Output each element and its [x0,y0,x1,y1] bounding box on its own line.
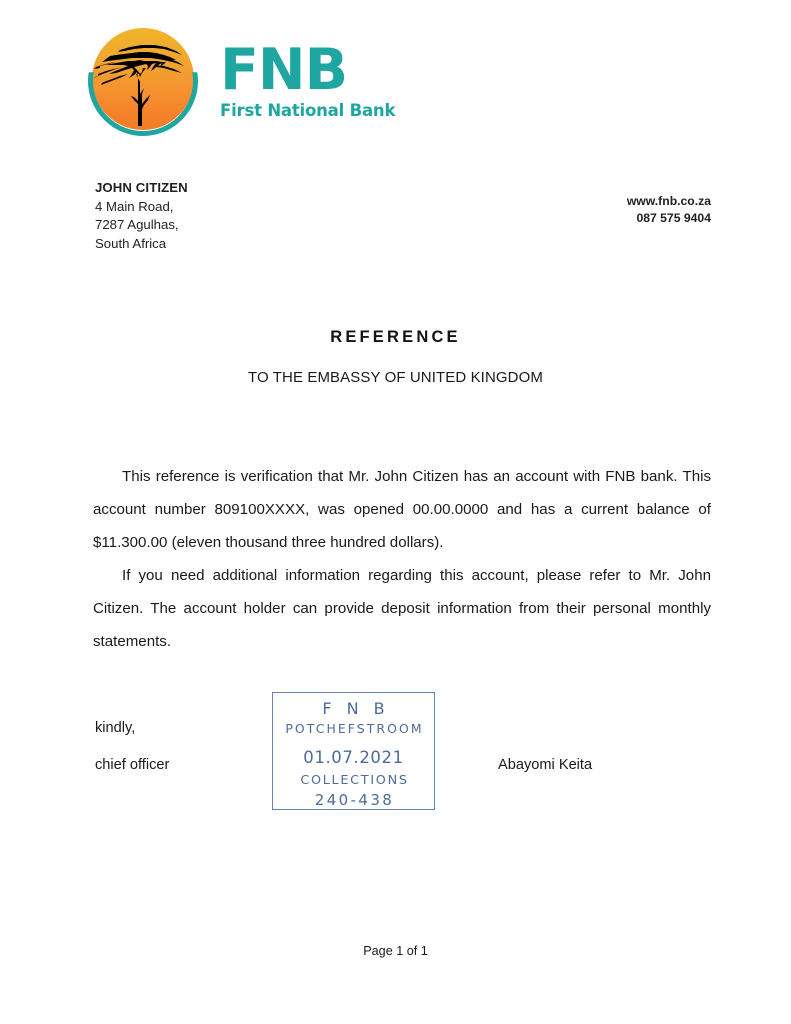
bank-contact-block [627,193,711,227]
recipient-address-block [95,179,188,253]
body-paragraph-2: If you need additional information regarding this account, please refer to Mr. John Citizen. The account holder can provide deposit information from their personal monthly statements. [93,567,711,650]
fnb-wordmark-subtext: First National Bank [220,100,396,120]
closing-salutation: kindly, [95,720,136,736]
fnb-wordmark [220,37,396,120]
recipient-address-line-2: 7287 Agulhas, [95,217,179,232]
page-title: REFERENCE [330,328,461,346]
stamp-code: 240-438 [314,791,395,809]
signer-name: Abayomi Keita [498,757,593,773]
recipient-address-line-3: South Africa [95,235,167,251]
bank-website[interactable]: www.fnb.co.za [626,194,711,208]
body-paragraph-1: This reference is verification that Mr. John Citizen has an account with FNB bank. This account number 809100XXXX, was opened 00.00.0000 and has a current balance of $11.300.00 (eleven thousand three hundred dollars). [93,468,711,551]
bank-phone: 087 575 9404 [636,211,711,225]
recipient-name: JOHN CITIZEN [95,180,188,195]
stamp-bank-name: F N B [322,699,390,718]
page-subtitle: TO THE EMBASSY OF UNITED KINGDOM [248,369,543,386]
stamp-branch-name: POTCHEFSTROOM [285,721,424,736]
letter-body [93,460,711,658]
fnb-wordmark-text: FNB [220,37,348,104]
acacia-tree-icon [90,30,196,132]
page-footer: Page 1 of 1 [363,944,428,958]
signer-role: chief officer [95,757,170,773]
stamp-department: COLLECTIONS [300,773,409,788]
bank-stamp [272,692,435,810]
stamp-date: 01.07.2021 [303,748,404,767]
letterhead [88,26,395,136]
recipient-address-line-1: 4 Main Road, [95,198,174,214]
fnb-logo-icon [88,26,198,136]
